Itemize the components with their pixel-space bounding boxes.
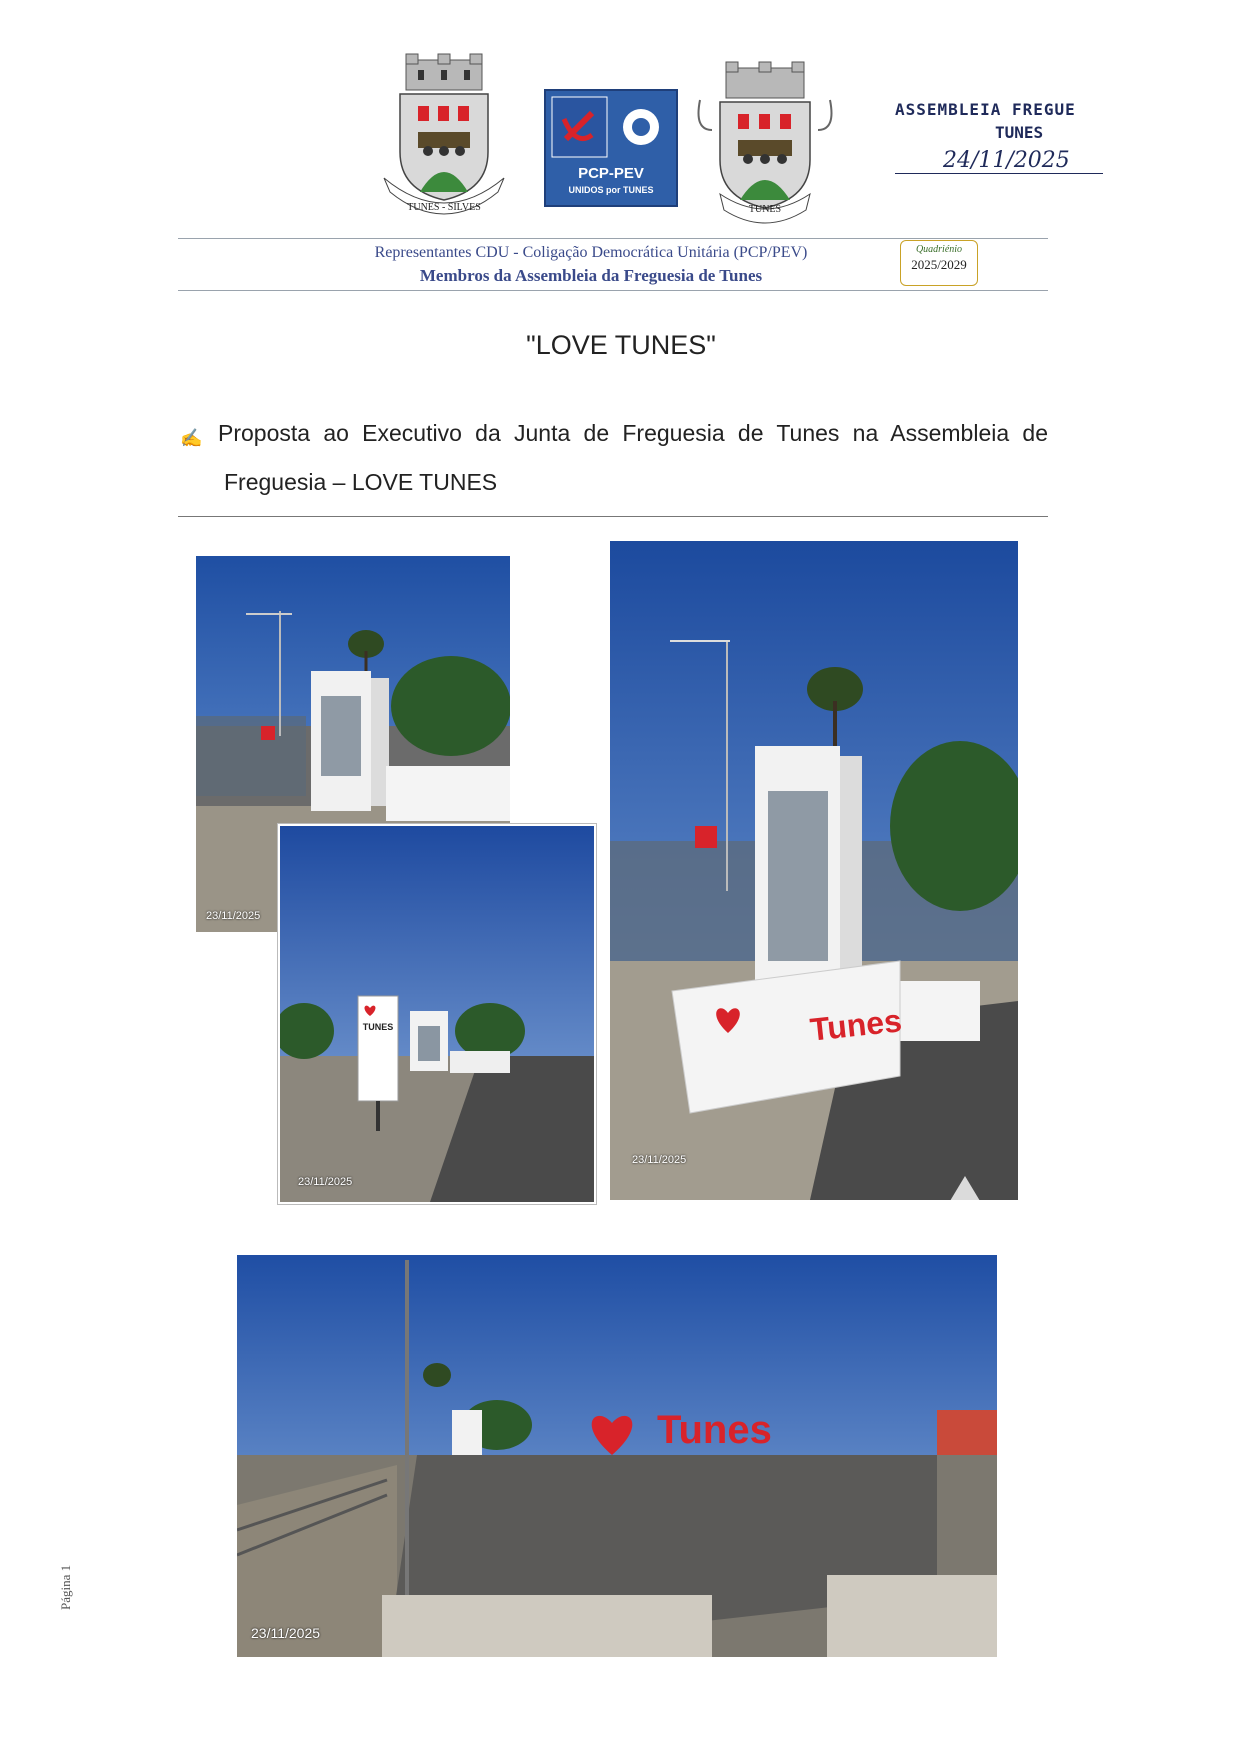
photo-love-tunes-monument — [610, 541, 1018, 1200]
party-logo — [544, 89, 678, 207]
reception-stamp — [895, 100, 1145, 174]
party-logo-name: PCP-PEV — [578, 165, 644, 182]
photo-street-sign — [278, 824, 596, 1204]
photo-sign-text: Tunes — [808, 1002, 904, 1048]
term-badge — [900, 240, 978, 286]
members-line: Membros da Assembleia da Freguesia de Tunes — [419, 266, 763, 285]
stamp-assembly: ASSEMBLEIA FREGUE — [895, 100, 1076, 119]
header-bottom-rule — [178, 290, 1048, 291]
representatives-line: Representantes CDU - Coligação Democrática Unitária (PCP/PEV) — [374, 244, 808, 261]
photo-date: 23/11/2025 — [632, 1154, 687, 1166]
header-top-rule — [178, 238, 1048, 239]
proposal-line-2: Freguesia – LOVE TUNES — [224, 469, 498, 495]
page-number-label: Página 1 — [58, 1564, 73, 1610]
stamp-date: 24/11/2025 — [895, 148, 1103, 174]
proposal-line-1: Proposta ao Executivo da Junta de Freguesia de Tunes na Assembleia de — [218, 420, 1048, 446]
photo-date: 23/11/2025 — [251, 1625, 321, 1641]
photo-date: 23/11/2025 — [206, 910, 261, 922]
photo-sign-text: TUNES — [362, 1022, 394, 1032]
photo-date: 23/11/2025 — [298, 1176, 353, 1188]
term-badge-label: Quadriénio — [915, 244, 963, 255]
page-title: "LOVE TUNES" — [526, 330, 716, 360]
term-badge-years: 2025/2029 — [911, 257, 967, 272]
crest-banner-text: TUNES - SILVES — [407, 202, 481, 213]
tunes-novo-ciclo-crest — [692, 60, 838, 225]
crest-banner-text: TUNES — [748, 204, 782, 215]
stamp-parish: TUNES — [995, 123, 1044, 142]
photo-love-tunes-wide — [237, 1255, 997, 1657]
tunes-silves-crest — [378, 52, 510, 217]
photo-sign-text: Tunes — [657, 1408, 772, 1452]
party-logo-slogan: UNIDOS por TUNES — [568, 185, 654, 195]
proposal-rule — [178, 516, 1048, 517]
pen-icon: ✍ — [180, 428, 203, 448]
